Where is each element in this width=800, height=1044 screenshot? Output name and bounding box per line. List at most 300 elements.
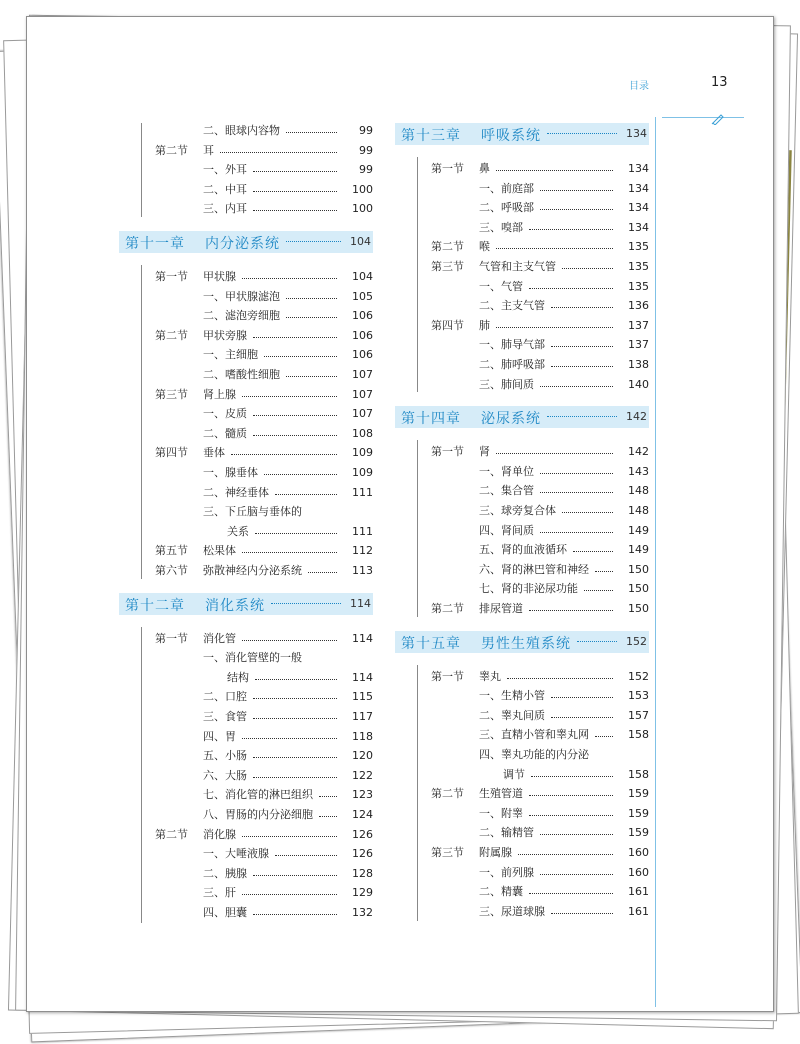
toc-subsection-entry[interactable] xyxy=(395,220,649,236)
toc-subsection-entry[interactable] xyxy=(395,904,649,920)
toc-section-entry[interactable] xyxy=(395,669,649,685)
section-number: 第二节 xyxy=(155,827,188,841)
entry-title: 调节 xyxy=(503,767,525,781)
entry-title: 二、胰腺 xyxy=(203,866,247,880)
entry-title: 二、嗜酸性细胞 xyxy=(203,368,280,381)
leader-dots xyxy=(264,356,337,357)
entry-title: 二、精囊 xyxy=(479,885,523,899)
entry-page: 105 xyxy=(352,289,373,303)
entry-page: 114 xyxy=(352,670,373,684)
section-number: 第二节 xyxy=(155,328,188,342)
entry-page: 107 xyxy=(352,387,373,401)
toc-subsection-entry[interactable] xyxy=(119,689,373,705)
entry-page: 108 xyxy=(352,426,373,440)
toc-subsection-entry[interactable] xyxy=(119,846,373,862)
leader-dots xyxy=(529,610,613,611)
toc-subsection-entry[interactable] xyxy=(395,483,649,499)
entry-page: 99 xyxy=(359,124,373,137)
toc-subsection-entry[interactable] xyxy=(395,298,649,314)
entry-title: 生殖管道 xyxy=(479,787,523,801)
entry-title: 一、生精小管 xyxy=(479,689,545,703)
entry-page: 135 xyxy=(628,240,649,254)
entry-page: 99 xyxy=(359,163,373,177)
leader-dots xyxy=(231,454,337,455)
entry-title: 二、神经垂体 xyxy=(203,485,269,499)
chapter-number: 第十五章 xyxy=(401,635,461,652)
entry-title: 四、睾丸功能的内分泌 xyxy=(479,748,589,761)
section-bracket-line xyxy=(141,123,142,217)
entry-page: 148 xyxy=(628,504,649,517)
chapter-number: 第十三章 xyxy=(401,128,461,144)
leader-dots xyxy=(253,777,337,778)
section-number: 第六节 xyxy=(155,564,188,577)
entry-title: 三、肝 xyxy=(203,886,236,900)
leader-dots xyxy=(264,474,337,475)
entry-page: 126 xyxy=(352,847,373,861)
toc-section-entry[interactable] xyxy=(395,259,649,275)
entry-page: 150 xyxy=(628,582,649,596)
toc-subsection-entry[interactable] xyxy=(395,688,649,704)
toc-subsection-entry[interactable] xyxy=(119,866,373,882)
entry-page: 124 xyxy=(352,808,373,821)
entry-page: 114 xyxy=(352,631,373,645)
entry-title: 一、气管 xyxy=(479,279,523,293)
entry-title: 结构 xyxy=(227,670,249,684)
leader-dots xyxy=(253,210,337,211)
toc-section-entry[interactable] xyxy=(119,269,373,285)
entry-page: 132 xyxy=(352,906,373,919)
entry-page: 142 xyxy=(628,445,649,459)
entry-page: 107 xyxy=(352,368,373,381)
entry-title: 一、肾单位 xyxy=(479,464,534,478)
entry-page: 111 xyxy=(352,485,373,499)
leader-dots xyxy=(255,533,337,534)
chapter-title: 内分泌系统 xyxy=(205,236,280,252)
toc-subsection-entry[interactable] xyxy=(119,485,373,501)
leader-dots xyxy=(507,678,613,679)
entry-title: 三、尿道球腺 xyxy=(479,904,545,918)
leader-dots xyxy=(253,435,337,436)
entry-page: 100 xyxy=(352,202,373,216)
entry-page: 143 xyxy=(628,464,649,478)
entry-title: 三、内耳 xyxy=(203,202,247,216)
leader-dots xyxy=(242,738,337,739)
entry-title: 三、嗅部 xyxy=(479,220,523,234)
leader-dots xyxy=(540,874,613,875)
entry-title: 二、主支气管 xyxy=(479,299,545,313)
leader-dots xyxy=(271,603,341,604)
entry-title: 八、胃肠的内分泌细胞 xyxy=(203,808,313,821)
section-number: 第二节 xyxy=(431,240,464,254)
entry-page: 109 xyxy=(352,466,373,479)
entry-page: 158 xyxy=(628,728,649,742)
leader-dots xyxy=(551,913,613,914)
entry-title: 二、髓质 xyxy=(203,426,247,440)
toc-subsection-entry[interactable] xyxy=(395,542,649,558)
leader-dots xyxy=(540,209,613,210)
toc-subsection-entry[interactable] xyxy=(395,825,649,841)
leader-dots xyxy=(496,170,613,171)
entry-title: 三、下丘脑与垂体的 xyxy=(203,505,302,519)
leader-dots xyxy=(540,190,613,191)
toc-subsection-entry[interactable] xyxy=(395,503,649,519)
leader-dots xyxy=(577,641,617,642)
toc-section-entry[interactable] xyxy=(395,845,649,861)
entry-page: 113 xyxy=(352,564,373,577)
entry-page: 134 xyxy=(628,201,649,215)
toc-subsection-entry[interactable] xyxy=(119,367,373,383)
section-bracket-line xyxy=(141,627,142,923)
leader-dots xyxy=(253,191,337,192)
toc-subsection-entry[interactable] xyxy=(395,181,649,197)
leader-dots xyxy=(551,346,613,347)
header-rule xyxy=(662,117,744,118)
section-number: 第一节 xyxy=(431,162,464,175)
toc-subsection-entry[interactable] xyxy=(395,337,649,353)
toc-subsection-entry[interactable] xyxy=(119,768,373,784)
entry-page: 111 xyxy=(352,524,373,538)
entry-page: 160 xyxy=(628,865,649,879)
section-number: 第四节 xyxy=(155,446,188,460)
leader-dots xyxy=(242,396,337,397)
entry-title: 一、主细胞 xyxy=(203,348,258,362)
entry-title: 气管和主支气管 xyxy=(479,260,556,273)
leader-dots xyxy=(242,894,337,895)
toc-subsection-entry[interactable] xyxy=(119,426,373,442)
leader-dots xyxy=(529,229,613,230)
leader-dots xyxy=(286,298,337,299)
entry-title: 关系 xyxy=(227,524,249,538)
chapter-heading[interactable] xyxy=(395,406,649,428)
entry-title: 排尿管道 xyxy=(479,602,523,615)
leader-dots xyxy=(529,893,613,894)
toc-subsection-entry[interactable] xyxy=(119,787,373,803)
toc-section-entry[interactable] xyxy=(119,827,373,843)
leader-dots xyxy=(547,133,617,134)
toc-section-entry[interactable] xyxy=(395,239,649,255)
leader-dots xyxy=(242,278,337,279)
entry-page: 109 xyxy=(352,446,373,460)
leader-dots xyxy=(286,317,337,318)
section-bracket-line xyxy=(141,265,142,579)
section-bracket-line xyxy=(417,665,418,922)
toc-subsection-entry[interactable] xyxy=(395,767,649,783)
chapter-heading[interactable] xyxy=(119,593,373,615)
chapter-title: 消化系统 xyxy=(205,597,265,614)
entry-page: 150 xyxy=(628,602,649,615)
leader-dots xyxy=(595,736,613,737)
chapter-heading[interactable] xyxy=(395,123,649,145)
leader-dots xyxy=(275,494,337,495)
chapter-page: 142 xyxy=(626,410,647,424)
entry-title: 消化管 xyxy=(203,631,236,645)
column-rule xyxy=(655,117,656,1007)
leader-dots xyxy=(551,366,613,367)
toc-subsection-entry[interactable] xyxy=(119,670,373,686)
entry-page: 136 xyxy=(628,299,649,313)
toc-section-entry[interactable] xyxy=(119,143,373,159)
leader-dots xyxy=(242,836,337,837)
leader-dots xyxy=(562,512,613,513)
entry-page: 122 xyxy=(352,768,373,782)
leader-dots xyxy=(275,855,337,856)
entry-page: 159 xyxy=(628,787,649,801)
toc-subsection-entry[interactable] xyxy=(119,650,373,666)
leader-dots xyxy=(529,795,613,796)
chapter-title: 男性生殖系统 xyxy=(481,635,571,652)
entry-title: 二、呼吸部 xyxy=(479,201,534,215)
section-number: 第二节 xyxy=(431,787,464,801)
entry-title: 二、中耳 xyxy=(203,182,247,196)
entry-title: 二、滤泡旁细胞 xyxy=(203,309,280,323)
entry-title: 松果体 xyxy=(203,544,236,558)
toc-subsection-entry[interactable] xyxy=(119,308,373,324)
entry-title: 肾 xyxy=(479,445,490,459)
toc-subsection-entry[interactable] xyxy=(119,807,373,823)
toc-subsection-entry[interactable] xyxy=(395,562,649,578)
entry-page: 134 xyxy=(628,181,649,195)
entry-page: 118 xyxy=(352,729,373,743)
toc-subsection-entry[interactable] xyxy=(119,748,373,764)
toc-section-entry[interactable] xyxy=(395,601,649,617)
entry-page: 137 xyxy=(628,318,649,332)
toc-subsection-entry[interactable] xyxy=(119,123,373,139)
entry-page: 106 xyxy=(352,348,373,362)
entry-title: 三、球旁复合体 xyxy=(479,504,556,517)
leader-dots xyxy=(529,288,613,289)
pen-icon xyxy=(711,113,725,125)
entry-page: 152 xyxy=(628,669,649,683)
entry-title: 肺 xyxy=(479,318,490,332)
chapter-title: 呼吸系统 xyxy=(481,128,541,144)
toc-subsection-entry[interactable] xyxy=(119,347,373,363)
chapter-number: 第十一章 xyxy=(125,236,185,252)
entry-title: 六、肾的淋巴管和神经 xyxy=(479,562,589,576)
leader-dots xyxy=(531,776,613,777)
leader-dots xyxy=(584,590,613,591)
entry-page: 134 xyxy=(628,162,649,175)
toc-subsection-entry[interactable] xyxy=(119,504,373,520)
toc-section-entry[interactable] xyxy=(119,543,373,559)
entry-title: 六、大肠 xyxy=(203,768,247,782)
entry-page: 129 xyxy=(352,886,373,900)
toc-subsection-entry[interactable] xyxy=(395,747,649,763)
entry-page: 160 xyxy=(628,846,649,859)
leader-dots xyxy=(540,386,613,387)
entry-title: 四、肾间质 xyxy=(479,523,534,537)
entry-title: 一、消化管壁的一般 xyxy=(203,651,302,665)
leader-dots xyxy=(253,171,337,172)
toc-subsection-entry[interactable] xyxy=(119,524,373,540)
entry-page: 159 xyxy=(628,806,649,820)
entry-title: 三、肺间质 xyxy=(479,377,534,391)
toc-subsection-entry[interactable] xyxy=(119,885,373,901)
toc-subsection-entry[interactable] xyxy=(119,182,373,198)
section-number: 第二节 xyxy=(431,602,464,615)
chapter-number: 第十四章 xyxy=(401,411,461,428)
entry-page: 99 xyxy=(359,143,373,157)
leader-dots xyxy=(547,416,617,417)
entry-page: 149 xyxy=(628,523,649,537)
chapter-page: 152 xyxy=(626,634,647,648)
toc-subsection-entry[interactable] xyxy=(119,201,373,217)
leader-dots xyxy=(319,816,337,817)
entry-title: 鼻 xyxy=(479,162,490,175)
toc-subsection-entry[interactable] xyxy=(395,279,649,295)
entry-title: 弥散神经内分泌系统 xyxy=(203,564,302,577)
leader-dots xyxy=(551,307,613,308)
entry-title: 一、前庭部 xyxy=(479,181,534,195)
toc-section-entry[interactable] xyxy=(119,563,373,579)
toc-section-entry[interactable] xyxy=(119,387,373,403)
entry-page: 158 xyxy=(628,767,649,781)
entry-page: 157 xyxy=(628,708,649,722)
leader-dots xyxy=(496,453,613,454)
toc-subsection-entry[interactable] xyxy=(119,465,373,481)
toc-subsection-entry[interactable] xyxy=(395,806,649,822)
entry-title: 喉 xyxy=(479,240,490,254)
toc-subsection-entry[interactable] xyxy=(119,709,373,725)
entry-page: 106 xyxy=(352,309,373,323)
section-number: 第四节 xyxy=(431,318,464,332)
section-number: 第一节 xyxy=(431,669,464,683)
chapter-page: 104 xyxy=(350,235,371,248)
leader-dots xyxy=(253,914,337,915)
entry-page: 161 xyxy=(628,904,649,918)
entry-page: 138 xyxy=(628,358,649,371)
section-number: 第一节 xyxy=(155,270,188,283)
entry-title: 睾丸 xyxy=(479,669,501,683)
section-number: 第三节 xyxy=(431,846,464,859)
toc-subsection-entry[interactable] xyxy=(119,406,373,422)
entry-page: 135 xyxy=(628,279,649,293)
entry-page: 115 xyxy=(352,690,373,704)
entry-title: 二、肺呼吸部 xyxy=(479,358,545,371)
toc-subsection-entry[interactable] xyxy=(395,708,649,724)
toc-subsection-entry[interactable] xyxy=(395,357,649,373)
toc-subsection-entry[interactable] xyxy=(395,727,649,743)
toc-subsection-entry[interactable] xyxy=(119,729,373,745)
entry-title: 七、消化管的淋巴组织 xyxy=(203,788,313,802)
toc-section-entry[interactable] xyxy=(395,786,649,802)
entry-title: 五、肾的血液循环 xyxy=(479,543,567,557)
toc-subsection-entry[interactable] xyxy=(395,523,649,539)
entry-page: 148 xyxy=(628,484,649,498)
leader-dots xyxy=(253,698,337,699)
entry-title: 垂体 xyxy=(203,446,225,460)
leader-dots xyxy=(253,415,337,416)
entry-title: 附属腺 xyxy=(479,846,512,859)
entry-title: 三、食管 xyxy=(203,710,247,723)
section-number: 第三节 xyxy=(155,387,188,401)
toc-subsection-entry[interactable] xyxy=(119,162,373,178)
leader-dots xyxy=(551,697,613,698)
toc-section-entry[interactable] xyxy=(395,444,649,460)
toc-section-entry[interactable] xyxy=(395,318,649,334)
chapter-number: 第十二章 xyxy=(125,597,185,614)
leader-dots xyxy=(540,473,613,474)
entry-title: 消化腺 xyxy=(203,827,236,841)
entry-title: 耳 xyxy=(203,143,214,157)
entry-page: 107 xyxy=(352,407,373,421)
toc-subsection-entry[interactable] xyxy=(395,865,649,881)
toc-subsection-entry[interactable] xyxy=(395,464,649,480)
entry-page: 135 xyxy=(628,260,649,273)
section-bracket-line xyxy=(417,157,418,392)
leader-dots xyxy=(518,854,613,855)
entry-page: 161 xyxy=(628,885,649,899)
leader-dots xyxy=(496,327,613,328)
leader-dots xyxy=(286,376,337,377)
leader-dots xyxy=(242,640,337,641)
chapter-page: 134 xyxy=(626,127,647,140)
toc-subsection-entry[interactable] xyxy=(395,200,649,216)
entry-page: 106 xyxy=(352,328,373,342)
toc-subsection-entry[interactable] xyxy=(119,905,373,921)
entry-title: 五、小肠 xyxy=(203,749,247,763)
entry-title: 肾上腺 xyxy=(203,387,236,401)
toc-section-entry[interactable] xyxy=(119,445,373,461)
leader-dots xyxy=(253,718,337,719)
leader-dots xyxy=(242,552,337,553)
entry-page: 134 xyxy=(628,220,649,234)
chapter-heading[interactable] xyxy=(119,231,373,253)
section-number: 第一节 xyxy=(431,445,464,459)
toc-section-entry[interactable] xyxy=(395,161,649,177)
entry-page: 112 xyxy=(352,544,373,558)
chapter-title: 泌尿系统 xyxy=(481,411,541,428)
leader-dots xyxy=(255,679,337,680)
entry-title: 二、睾丸间质 xyxy=(479,708,545,722)
entry-title: 甲状旁腺 xyxy=(203,328,247,342)
entry-title: 一、附睾 xyxy=(479,806,523,820)
entry-title: 七、肾的非泌尿功能 xyxy=(479,582,578,596)
entry-page: 128 xyxy=(352,866,373,880)
entry-page: 120 xyxy=(352,749,373,763)
entry-page: 153 xyxy=(628,689,649,703)
toc-subsection-entry[interactable] xyxy=(119,289,373,305)
leader-dots xyxy=(595,571,613,572)
leader-dots xyxy=(253,337,337,338)
entry-page: 150 xyxy=(628,562,649,576)
entry-title: 一、前列腺 xyxy=(479,865,534,879)
entry-page: 159 xyxy=(628,826,649,840)
toc-section-entry[interactable] xyxy=(119,631,373,647)
entry-page: 140 xyxy=(628,377,649,391)
leader-dots xyxy=(308,572,337,573)
toc-subsection-entry[interactable] xyxy=(395,884,649,900)
leader-dots xyxy=(540,492,613,493)
entry-title: 甲状腺 xyxy=(203,270,236,283)
leader-dots xyxy=(220,152,337,153)
entry-title: 二、集合管 xyxy=(479,484,534,498)
toc-subsection-entry[interactable] xyxy=(395,377,649,393)
section-number: 第一节 xyxy=(155,631,188,645)
entry-title: 一、外耳 xyxy=(203,163,247,177)
entry-title: 四、胃 xyxy=(203,729,236,743)
leader-dots xyxy=(286,241,341,242)
entry-title: 二、输精管 xyxy=(479,826,534,840)
entry-page: 100 xyxy=(352,182,373,196)
entry-title: 一、甲状腺滤泡 xyxy=(203,289,280,303)
leader-dots xyxy=(286,132,337,133)
chapter-heading[interactable] xyxy=(395,631,649,653)
toc-section-entry[interactable] xyxy=(119,328,373,344)
toc-subsection-entry[interactable] xyxy=(395,581,649,597)
leader-dots xyxy=(540,834,613,835)
toc-page xyxy=(26,16,774,1012)
leader-dots xyxy=(551,717,613,718)
